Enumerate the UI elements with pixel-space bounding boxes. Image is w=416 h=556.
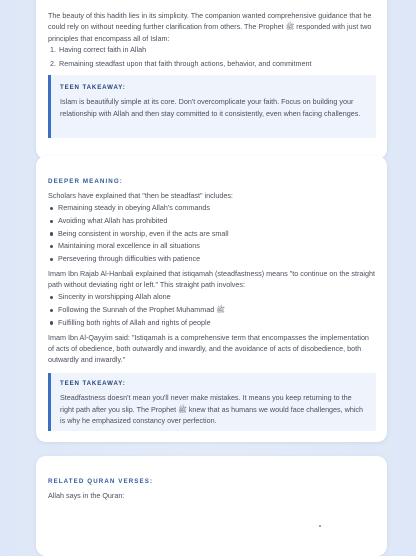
section-heading: DEEPER MEANING: [48,178,123,185]
bullet-icon [50,309,53,312]
teen-takeaway-box [48,75,376,138]
list-item-text: Sincerity in worshipping Allah alone [58,292,171,302]
bullet-icon [50,258,53,261]
principles-list [48,44,375,70]
section-heading: RELATED QURAN VERSES: [48,478,154,485]
takeaway-title: TEEN TAKEAWAY: [60,380,126,388]
ibn-rajab-paragraph: Imam Ibn Rajab Al-Hanbali explained that istiqamah (steadfastness) means "to continue on the straight path without deviating right or left." This straight path involves: [48,268,375,290]
deeper-meaning-card [36,156,387,442]
list-item [48,240,375,253]
list-item-text: Fulfilling both rights of Allah and rights of people [58,317,211,327]
list-number: 1. [50,44,56,54]
list-number: 2. [50,59,56,69]
ibn-qayyim-paragraph: Imam Ibn Al-Qayyim said: "Istiqamah is a comprehensive term that encompasses the implementation of acts of obedience, both outwardly and inwardly, and the avoidance of acts of disobedience, both outwardly and inwardly." [48,332,369,365]
list-item [48,317,375,330]
bullet-icon [50,220,53,223]
list-item-text: Remaining steadfast upon that faith through actions, behavior, and commitment [59,59,312,69]
bullet-icon [50,296,53,299]
bullet-icon [50,232,53,235]
list-item [48,202,375,215]
list-item [48,44,375,55]
steadfast-includes-list [48,202,375,266]
related-quran-verses-card [36,456,387,556]
bullet-icon [50,245,53,248]
list-item [48,291,375,304]
list-item-text: Avoiding what Allah has prohibited [58,216,168,225]
dot-mark-icon [319,525,321,527]
list-item-text: Remaining steady in obeying Allah's commands [58,203,210,213]
hadith-explanation-card [36,0,387,159]
takeaway-text: Islam is beautifully simple at its core. Don't overcomplicate your faith. Focus on building your relationship with Allah and then stay committed to it consistently, even when facing challenges. [60,97,361,118]
list-item [48,304,375,317]
list-item [48,228,375,241]
list-item [48,58,375,69]
teen-takeaway-box [48,373,376,431]
list-item-text: Maintaining moral excellence in all situations [58,241,200,251]
list-item-text: Having correct faith in Allah [59,44,147,54]
list-item-text: Being consistent in worship, even if the acts are small [58,228,229,238]
list-item [48,253,375,266]
straight-path-list [48,291,375,329]
card3-intro: Allah says in the Quran: [48,491,125,500]
takeaway-text: Steadfastness doesn't mean you'll never make mistakes. It means you keep returning to the right path after you slip. The Prophet ﷺ knew that as humans we would face challenges, which is why he emphasized constancy over perfection. [60,393,364,425]
list-item-text: Persevering through difficulties with patience [58,254,201,264]
list-item [48,215,375,228]
takeaway-title: TEEN TAKEAWAY: [60,84,126,92]
bullet-icon [50,207,53,210]
list-item-text: Following the Sunnah of the Prophet Muhammad ﷺ [58,305,225,315]
card2-intro: Scholars have explained that "then be steadfast" includes: [48,191,233,200]
card1-intro: The beauty of this hadith lies in its simplicity. The companion wanted comprehensive guidance that he could rely on without needing further clarification from others. The Prophet ﷺ responded with just two principles that encompass all of Islam: [48,11,372,43]
bullet-icon [50,321,53,324]
